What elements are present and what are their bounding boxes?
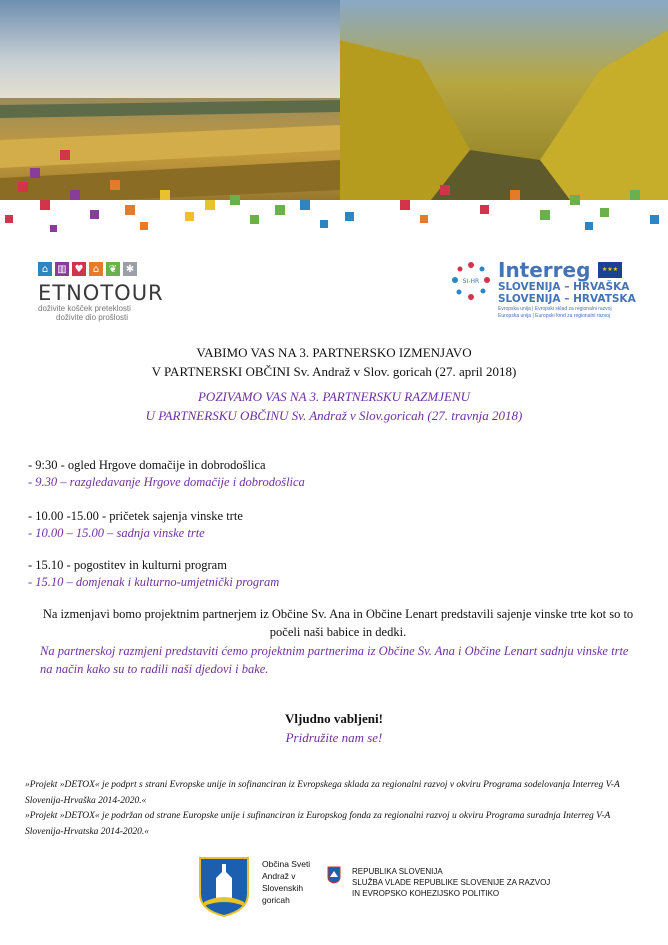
etnotour-icon-row [38,262,188,276]
house-icon: ⌂ [89,262,103,276]
heading-hr-line2: U PARTNERSKU OBČINU Sv. Andraž v Slov.goricah (27. travnja 2018) [145,408,523,423]
interreg-small-text: Evropska unija | Evropski sklad za regionalni razvoj Europska unija | Europski fond za regionalni razvoj [498,306,612,319]
program-item-hr: - 10.00 – 15.00 – sadnja vinske trte [28,526,205,540]
etnotour-tagline [38,304,188,322]
invite-sl: Vljudno vabljeni! [285,711,383,726]
interreg-line1: SLOVENIJA – HRVAŠKA [498,281,630,293]
circle-label: SI-HR [462,278,480,285]
program-item-sl: - 15.10 - pogostitev in kulturni program [28,558,227,572]
municipality-name [262,858,322,906]
program-item-sl: - 10.00 -15.00 - pričetek sajenja vinske trte [28,509,243,523]
heading-sl-line2: V PARTNERSKI OBČINI Sv. Andraž v Slov. goricah (27. april 2018) [151,364,517,379]
government-line: REPUBLIKA SLOVENIJA [352,867,443,876]
heart-icon: ♥ [72,262,86,276]
church-icon: ⌂ [38,262,52,276]
small-right2: Europski fond za regionalni razvoj [535,313,611,319]
interreg-wordmark: Interreg [498,258,591,282]
funding-note-sl: »Projekt »DETOX« je podprt s strani Evropske unije in sofinanciran iz Evropskega sklada za regionalni razvoj v okviru Programa sodelovanja Interreg V-A Slovenija-Hrvaška 2014-2020.« [25,780,620,806]
small-right1: Evropski sklad za regionalni razvoj [534,306,612,312]
municipality-line: Slovenskih [262,883,304,893]
leaf-icon: ❦ [106,262,120,276]
landscape-photos [0,0,668,240]
tagline-hr: doživite dio prošlosti [56,313,129,322]
municipality-line: Andraž v [262,871,296,881]
program-item-hr: - 15.10 – domjenak i kulturno-umjetnički program [28,575,280,589]
slovenia-shield-icon [327,866,341,884]
government-line: IN EVROPSKO KOHEZIJSKO POLITIKO [352,889,500,898]
government-line: SLUŽBA VLADE REPUBLIKE SLOVENIJE ZA RAZVOJ [352,878,551,887]
program-item-2 [28,508,243,542]
program-item-hr: - 9.30 – razgledavanje Hrgove domačije i dobrodošlica [28,475,305,489]
etnotour-logo [38,262,188,322]
government-office-name [352,866,550,899]
paragraph-hr: Na partnerskoj razmjeni predstaviti ćemo projektnim partnerima iz Občine Sv. Ana i Občine Lenart sadnju vinske trte na način kako su to radili naši djedovi i bake. [40,644,629,676]
small-left1: Evropska unija [498,306,531,312]
funding-note-hr: »Projekt »DETOX« je podržan od strane Europske unije i sufinanciran iz Europskog fonda za regionalni razvoj u okviru Programa suradnja Interreg V-A Slovenija-Hrvatska 2014-2020.« [25,811,611,837]
eu-flag-icon: ★★★ [598,262,622,278]
small-left2: Europska unija [498,313,532,319]
interreg-line2: SLOVENIJA – HRVATSKA [498,293,636,305]
municipality-coat-of-arms-icon [198,856,250,918]
interreg-logo [450,258,640,320]
interreg-circle-icon [450,260,492,302]
municipality-line: goricah [262,895,290,905]
heading-hr [0,387,668,425]
etnotour-wordmark: ETNOTOUR [38,281,164,305]
tagline-sl: doživite košček preteklosti [38,304,131,313]
heading-hr-line1: POZIVAMO VAS NA 3. PARTNERSKU RAZMJENU [197,389,471,404]
heading-sl-line1: VABIMO VAS NA 3. PARTNERSKO IZMENJAVO [196,345,472,360]
paragraph-sl: Na izmenjavi bomo projektnim partnerjem iz Občine Sv. Ana in Občine Lenart predstavili sajenje vinske trte kot so to počeli naši babice in dedki. [42,607,634,639]
header-photo-banner [0,0,668,240]
building-icon: ▥ [55,262,69,276]
invite-hr: Pridružite nam se! [285,730,383,745]
heading-sl [0,343,668,381]
program-item-1 [28,457,305,491]
program-item-sl: - 9:30 - ogled Hrgove domačije in dobrodošlica [28,458,266,472]
municipality-line: Občina Sveti [262,859,311,869]
snowflake-icon: ✱ [123,262,137,276]
program-item-3 [28,557,279,591]
